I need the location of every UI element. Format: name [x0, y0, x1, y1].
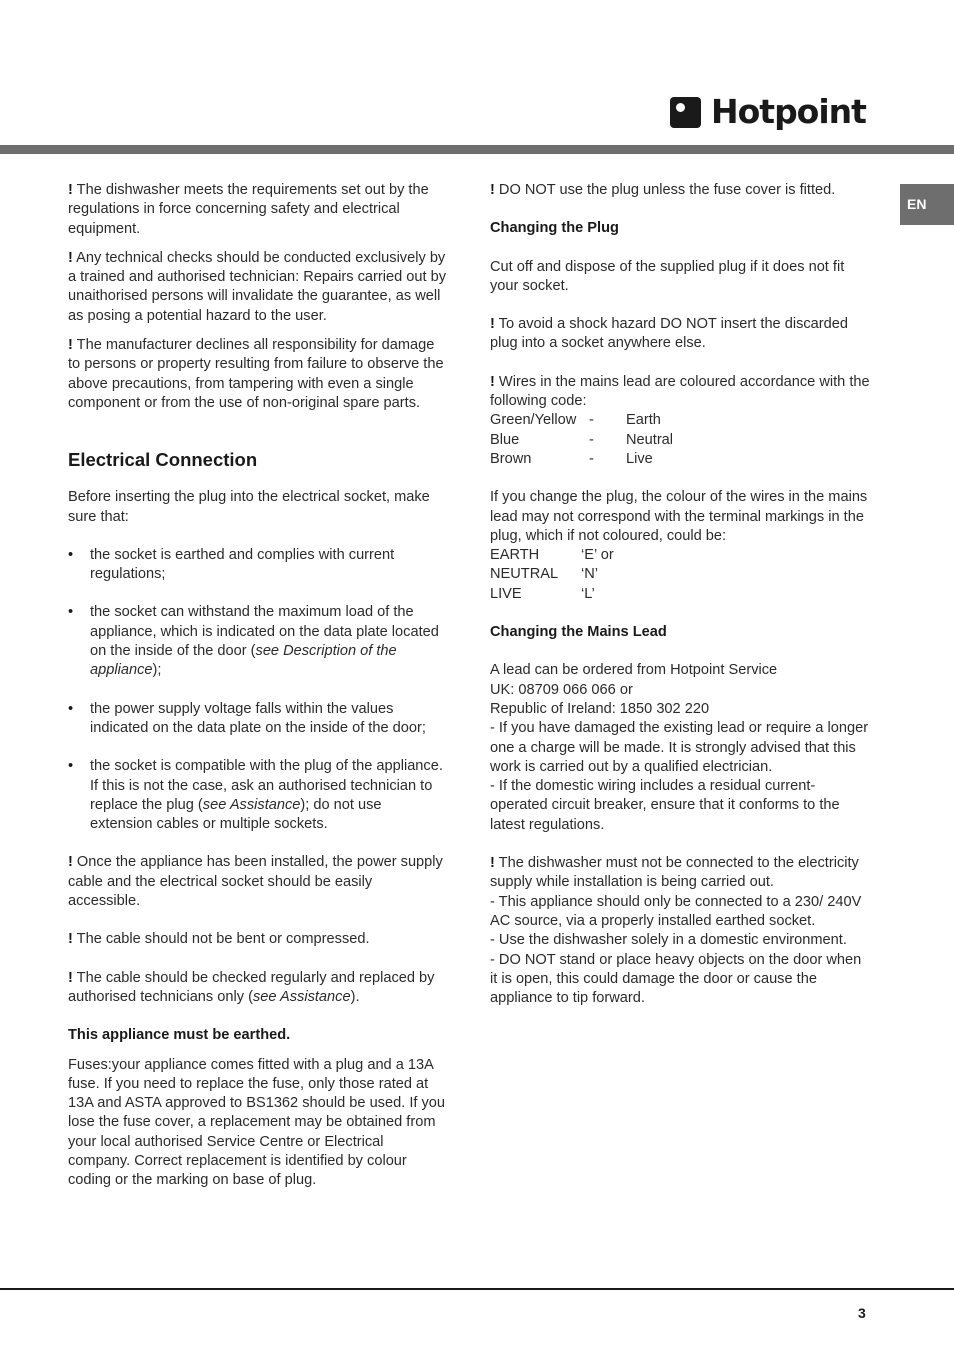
changing-plug-paragraph: Cut off and dispose of the supplied plug if it does not fit your socket.	[490, 258, 845, 294]
terminal-row: EARTH ‘E’ or	[490, 547, 614, 564]
warning-paragraph: ! Wires in the mains lead are coloured accordance with the following code:	[490, 373, 870, 410]
section-title: Electrical Connection	[68, 449, 258, 471]
wire-row: Brown - Live	[490, 450, 653, 467]
warning-paragraph: ! To avoid a shock hazard DO NOT insert the discarded plug into a socket anywhere else.	[490, 316, 849, 352]
fuses-paragraph: Fuses:your appliance comes fitted with a plug and a 13A fuse. If you need to replace the fuse, only those rated at 13A and ASTA approved to BS1362 should be used. If you lose the fuse cover, a replacement may be obtained from your local authorised Service Centre or Electrical company. Correct replacement is identified by colour coding or the marking on base of plug.	[68, 1056, 446, 1189]
change-plug-paragraph: If you change the plug, the colour of the wires in the mains lead may not correspond with the terminal markings in the plug, which if not coloured, could be:	[490, 489, 868, 544]
warning-paragraph: ! The manufacturer declines all responsibility for damage to persons or property resulting from failure to observe the above precautions, from tampering with even a single component or from the use of non-original spare parts.	[68, 337, 444, 411]
terminal-row: NEUTRAL ‘N’	[490, 566, 599, 583]
brand-logo	[670, 92, 866, 132]
right-column	[490, 181, 872, 1008]
warning-icon: !	[68, 249, 73, 266]
wire-row: Green/Yellow - Earth	[490, 412, 661, 429]
terminal-mark-table	[490, 546, 872, 604]
list-item: • the socket is earthed and complies with current regulations;	[68, 546, 448, 585]
brand-name: Hotpoint	[711, 92, 866, 131]
list-item: • the socket is compatible with the plug of the appliance. If this is not the case, ask an authorised technician to replace the plug (see Assistance); do not use extension cables or multiple sockets.	[68, 757, 448, 834]
list-item: • the socket can withstand the maximum load of the appliance, which is indicated on the data plate located on the inside of the door (see Description of the appliance);	[68, 603, 448, 680]
checklist	[68, 546, 448, 835]
language-tab: EN	[900, 184, 954, 225]
final-warning-paragraph: ! The dishwasher must not be connected to the electricity supply while installation is being carried out. - This appliance should only be connected to a 230/ 240V AC source, via a properly installed earthed socket. - Use the dishwasher solely in a domestic environment. - DO NOT stand or place heavy objects on the door when it is open, this could damage the door or cause the appliance to tip forward.	[490, 855, 862, 1007]
mains-lead-paragraph: A lead can be ordered from Hotpoint Service UK: 08709 066 066 or Republic of Ireland: 1850 302 220 - If you have damaged the existing lead or require a longer one a charge will be made. It is strongly advised that this work is carried out by a qualified electrician. - If the domestic wiring includes a residual current-operated circuit breaker, ensure that it conforms to the latest regulations.	[490, 662, 869, 833]
hotpoint-logo-icon	[670, 97, 701, 128]
warning-paragraph: ! The cable should be checked regularly and replaced by authorised technicians only (see Assistance).	[68, 969, 435, 1005]
terminal-row: LIVE ‘L’	[490, 585, 595, 602]
warning-paragraph: ! DO NOT use the plug unless the fuse cover is fitted.	[490, 182, 836, 198]
changing-plug-heading: Changing the Plug	[490, 220, 619, 237]
page-number: 3	[858, 1305, 866, 1321]
warning-icon: !	[490, 373, 495, 390]
list-item: • the power supply voltage falls within the values indicated on the data plate on the inside of the door;	[68, 700, 448, 739]
warning-paragraph: ! Once the appliance has been installed, the power supply cable and the electrical socket should be easily accessible.	[68, 854, 443, 910]
warning-icon: !	[68, 337, 73, 354]
wire-colour-table	[490, 411, 872, 469]
warning-icon: !	[68, 969, 73, 986]
warning-icon: !	[490, 855, 495, 872]
footer-rule	[0, 1288, 954, 1290]
warning-icon: !	[68, 182, 73, 198]
warning-icon: !	[68, 931, 73, 948]
warning-icon: !	[490, 182, 495, 198]
intro-paragraph: Before inserting the plug into the electrical socket, make sure that:	[68, 489, 430, 525]
warning-icon: !	[68, 854, 73, 871]
earthed-heading: This appliance must be earthed.	[68, 1027, 291, 1044]
header-rule	[0, 145, 954, 154]
warning-paragraph: ! The dishwasher meets the requirements set out by the regulations in force concerning safety and electrical equipment.	[68, 182, 429, 237]
wire-row: Blue - Neutral	[490, 431, 674, 448]
warning-paragraph: ! Any technical checks should be conducted exclusively by a trained and authorised technician: Repairs carried out by unaithorised persons will invalidate the guarantee, as well as posing a potential hazard to the user.	[68, 249, 447, 324]
mains-lead-heading: Changing the Mains Lead	[490, 624, 667, 641]
warning-icon: !	[490, 316, 495, 333]
left-column	[68, 181, 448, 1191]
warning-paragraph: ! The cable should not be bent or compressed.	[68, 931, 370, 948]
